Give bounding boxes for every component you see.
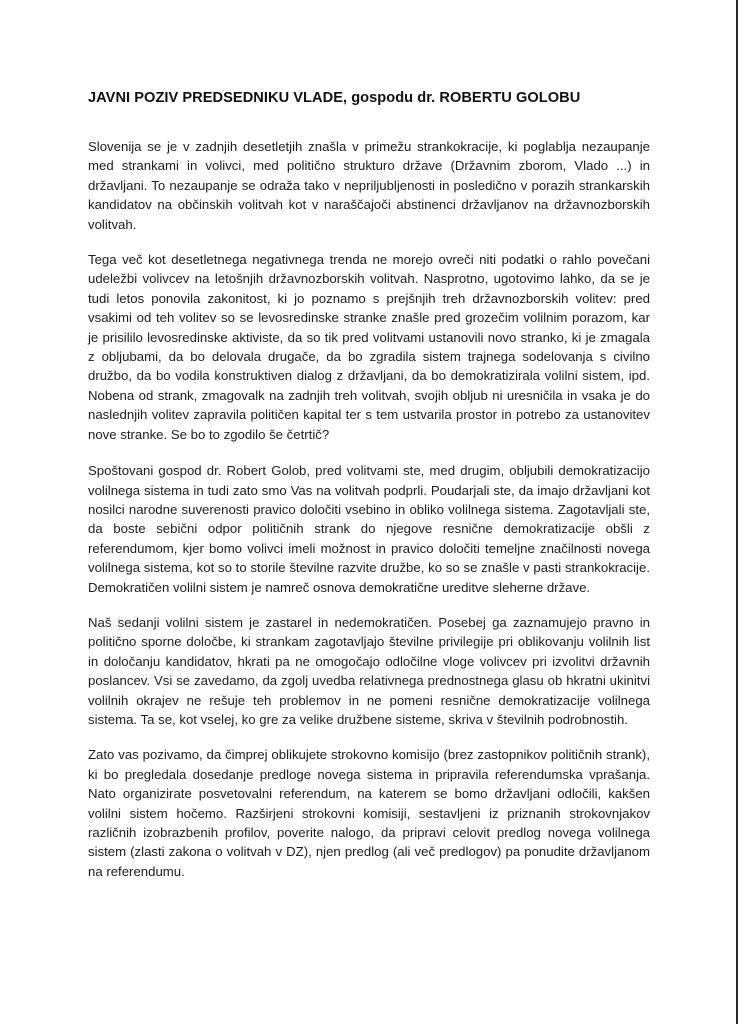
paragraph: Zato vas pozivamo, da čimprej oblikujete strokovno komisijo (brez zastopnikov političnih strank), ki bo pregledala dosedanje predloge novega sistema in pripravila referendumska vprašanja. Nato organizirate posvetovalni referendum, na katerem se bomo državljani odločili, kakšen volilni sistem hočemo. Razširjeni strokovni komisiji, sestavljeni iz priznanih strokovnjakov različnih izobrazbenih profilov, poverite nalogo, da pripravi celovit predlog novega volilnega sistem (zlasti zakona o volitvah v DZ), njen predlog (ali več predlogov) pa ponudite državljanom na referendumu. [88, 747, 650, 879]
paragraph: Naš sedanji volilni sistem je zastarel in nedemokratičen. Posebej ga zaznamujejo pravno in politično sporne določbe, ki strankam zagotavljajo številne privilegije pri oblikovanju volilnih list in določanju kandidatov, hkrati pa ne omogočajo odločilne vloge volivcev pri izvolitvi državnih poslancev. Vsi se zavedamo, da zgolj uvedba relativnega prednostnega glasu ob hkratni ukinitvi volilnih okrajev ne rešuje teh problemov in ne pomeni resnične demokratizacije volilnega sistema. Ta se, kot vselej, ko gre za velike družbene sisteme, skriva v številnih podrobnostih. [88, 614, 650, 727]
paragraph: Slovenija se je v zadnjih desetletjih znašla v primežu strankokracije, ki poglablja nezaupanje med strankami in volivci, med politično strukturo države (Državnim zborom, Vlado ...) in državljani. To nezaupanje se odraža tako v nepriljubljenosti in posledično v porazih strankarskih kandidatov na občinskih volitvah kot v naraščajoči abstinenci državljanov na državnozborskih volitvah. [88, 139, 650, 232]
document-body [88, 137, 650, 897]
document-title: JAVNI POZIV PREDSEDNIKU VLADE, gospodu dr. ROBERTU GOLOBU [88, 90, 581, 106]
paragraph: Tega več kot desetletnega negativnega trenda ne morejo ovreči niti podatki o rahlo povečani udeležbi volivcev na letošnjih državnozborskih volitvah. Nasprotno, ugotovimo lahko, da se je tudi letos ponovila zakonitost, ki jo poznamo s prejšnjih treh državnozborskih volitev: pred vsakimi od teh volitev so se levosredinske stranke znašle pred grozečim volilnim porazom, kar je prisililo levosredinske aktiviste, da so tik pred volitvami ustanovili novo stranko, ki je zmagala z obljubami, da bo delovala drugače, da bo zgradila sistem trajnega sodelovanja s civilno družbo, da bo vodila konstruktiven dialog z državljani, da bo demokratizirala volilni sistem, ipd. Nobena od strank, zmagovalk na zadnjih treh volitvah, svojih obljub ni uresničila in vsaka je do naslednjih volitev zapravila političen kapital ter s tem ustvarila prostor in potrebo za ustanovitev nove stranke. Se bo to zgodilo še četrtič? [88, 252, 650, 442]
paragraph: Spoštovani gospod dr. Robert Golob, pred volitvami ste, med drugim, obljubili demokratizacijo volilnega sistema in tudi zato smo Vas na volitvah podprli. Poudarjali ste, da imajo državljani kot nosilci narodne suverenosti pravico določiti vsebino in obliko volilnega sistema. Zagotavljali ste, da boste sebični odpor političnih strank do njegove resnične demokratizacije obšli z referendumom, kjer bomo volivci imeli možnost in pravico določiti temeljne značilnosti novega volilnega sistema, kot so to storile številne razvite družbe, ko so se znašle v pasti strankokracije. Demokratičen volilni sistem je namreč osnova demokratične ureditve sleherne države. [88, 463, 650, 595]
